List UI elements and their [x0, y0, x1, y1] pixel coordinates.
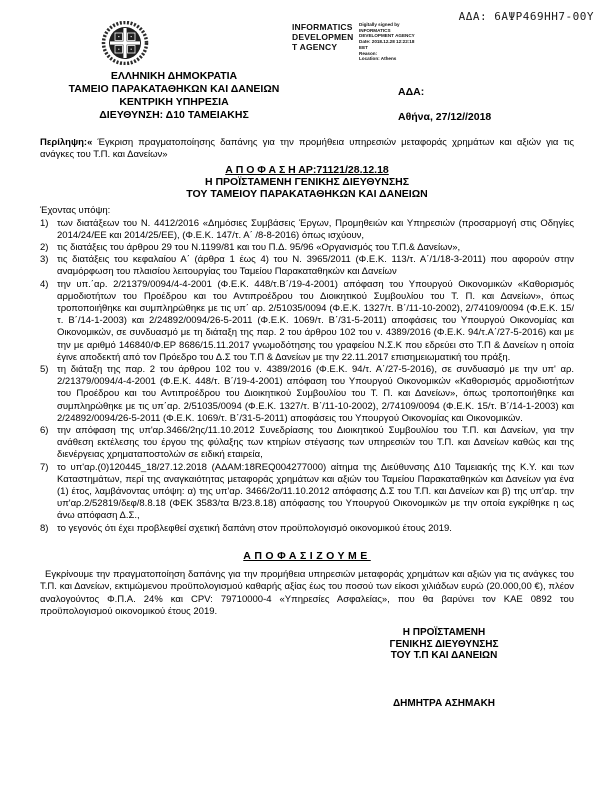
considering-intro: Έχοντας υπόψη: [40, 205, 111, 217]
place-date-line: Αθήνα, 27/12//2018 [398, 111, 492, 123]
summary-paragraph [40, 137, 574, 161]
item-number: 2) [40, 242, 49, 254]
item-number: 1) [40, 217, 49, 229]
item-number: 6) [40, 425, 49, 437]
ada-field-label: ΑΔΑ: [398, 86, 425, 98]
item-text: το γεγονός ότι έχει προβλεφθεί σχετική δαπάνη στον προϋπολογισμό οικονομικού έτους 2019. [57, 522, 452, 534]
org-line-directorate: ΔΙΕΥΘΥΝΣΗ: Δ10 ΤΑΜΕΙΑΚΗΣ [99, 109, 249, 121]
resolution-heading: ΑΠΟΦΑΣΙΖΟΥΜΕ [243, 549, 371, 562]
considering-item-8 [40, 523, 574, 535]
item-number: 4) [40, 278, 49, 290]
considering-item-7 [40, 462, 574, 523]
summary-text: Έγκριση πραγματοποίησης δαπάνης για την προμήθεια υπηρεσιών μεταφοράς χρημάτων και αξιών για τις ανάγκες του Τ.Π. και Δανείων» [40, 137, 574, 161]
signature-title-1: Η ΠΡΟΪΣΤΑΜΕΝΗ [402, 627, 486, 639]
item-text: των διατάξεων του Ν. 4412/2016 «Δημόσιες Συμβάσεις Έργων, Προμηθειών και Υπηρεσιών (προσαρμογή στις Οδηγίες 2014/24/ΕΕ και 2014/25/ΕΕ), (Φ.Ε.Κ. 147/τ. Α΄ /8-8-2016) όπως ισχύουν, [57, 217, 574, 241]
item-text: τις διατάξεις του άρθρου 29 του Ν.1199/81 και του Π.Δ. 95/96 «Οργανισμός του Τ.Π.& Δανείων», [57, 242, 461, 254]
item-text: την υπ.΄αρ. 2/21379/0094/4-4-2001 (Φ.Ε.Κ. 448/τ.Β΄/19-4-2001) απόφαση του Υπουργού Οικονομικών «Καθορισμός αρμοδιοτήτων του Προέδρου και του Αντιπροέδρου του Διοικητικού Συμβουλίου του Τ. Π. και Δανείων», όπως τροποποιήθηκε και συμπληρώθηκε με τις υπ΄ αρ. 2/51035/0094 (Φ.Ε.Κ. 1327/τ. Β΄/11-10-2002), 2/74109/0094 (Φ.Ε.Κ. 15/τ. Β΄/14-1-2003) και 2/24892/0094/26-5-2011 (Φ.Ε.Κ. 1069/τ. Β΄/31-5-2011) αποφάσεις του Υπουργού Οικονομίας και Οικονομικών, σε συνδυασμό με τη διάταξη της παρ. 2 του άρθρου 102 του ν. 4389/2016 (Φ.Ε.Κ. 94/τ.Α΄/27-5-2016) και με την με αριθμό 146840/Φ.ΕΡ 8686/15.11.2017 γνωμοδότησης του γραφείου Ν.Σ.Κ που εδρεύει στο Τ.Π & Δανείων η οποία έγινε αποδεκτή από τον Πρόεδρο του Δ.Σ του Τ.Π & Δανείων με την 22.11.2017 επισημειωματική του πράξη. [57, 278, 574, 363]
item-number: 8) [40, 522, 49, 534]
considering-item-3 [40, 254, 574, 278]
authority-line-2: ΤΟΥ ΤΑΜΕΙΟΥ ΠΑΡΑΚΑΤΑΘΗΚΩΝ ΚΑΙ ΔΑΝΕΙΩΝ [186, 188, 428, 201]
decision-title: Α Π Ο Φ Α Σ Η ΑΡ:71121/28.12.18 [225, 164, 389, 177]
summary-label: Περίληψη:« [40, 137, 93, 148]
org-line-fund: ΤΑΜΕΙΟ ΠΑΡΑΚΑΤΑΘΗΚΩΝ ΚΑΙ ΔΑΝΕΙΩΝ [68, 83, 280, 95]
document-body [40, 137, 574, 710]
item-number: 3) [40, 254, 49, 266]
considering-item-4 [40, 279, 574, 364]
stamp-agency-name: INFORMATICS DEVELOPMEN T AGENCY [292, 22, 354, 53]
considering-item-1 [40, 218, 574, 242]
considering-item-2 [40, 242, 574, 254]
org-line-republic: ΕΛΛΗΝΙΚΗ ΔΗΜΟΚΡΑΤΙΑ [110, 70, 238, 82]
signature-title-3: ΤΟΥ Τ.Π ΚΑΙ ΔΑΝΕΙΩΝ [390, 650, 498, 662]
org-line-central-service: ΚΕΝΤΡΙΚΗ ΥΠΗΡΕΣΙΑ [119, 96, 229, 108]
item-number: 7) [40, 461, 49, 473]
item-text: τη διάταξη της παρ. 2 του άρθρου 102 του ν. 4389/2016 (Φ.Ε.Κ. 94/τ. Α΄/27-5-2016), σε συνδυασμό με την υπ' αρ. 2/21379/0094/4-4-2001 (Φ.Ε.Κ. 448/τ. Β΄/19-4-2001) απόφαση του Υπουργού Οικονομικών «Καθορισμός αρμοδιοτήτων του Προέδρου και του Αντιπροέδρου του Διοικητικού Συμβουλίου του Τ. Π. και Δανείων», όπως τροποποιήθηκε και συμπληρώθηκε με τις υπ΄αρ. 2/51035/0094 (Φ.Ε.Κ. 1327/τ. Β΄/11-10-2002), 2/74109/0094 (Φ.Ε.Κ. 15/τ. Β΄/14-1-2003) και 2/24892/0094/26-5-2011 (Φ.Ε.Κ. 1069/τ. Β΄/31-5-2011) αποφάσεις του Υπουργού Οικονομίας και Οικονομικών. [57, 364, 574, 424]
considering-item-5 [40, 364, 574, 425]
item-number: 5) [40, 364, 49, 376]
item-text: την απόφαση της υπ'αρ.3466/2ης/11.10.2012 Συνεδρίασης του Διοικητικού Συμβουλίου του Τ.Π. και Δανείων, για την ανάθεση εκτέλεσης του έργου της φύλαξης των κτηρίων στέγασης των υπηρεσιών του Τ.Π. και Δανείων καθώς και της διενέργειας χρηματαποστολών σε ειδική εταιρεία, [57, 425, 574, 461]
authority-line-1: Η ΠΡΟΪΣΤΑΜΕΝΗ ΓΕΝΙΚΗΣ ΔΙΕΥΘΥΝΣΗΣ [204, 176, 410, 189]
issuing-authority-block [28, 70, 320, 122]
greek-coat-of-arms-icon [101, 21, 149, 65]
digital-signature-stamp [292, 22, 445, 62]
signature-block [344, 627, 544, 662]
considering-item-6 [40, 425, 574, 462]
stamp-signature-details: Digitally signed by INFORMATICS DEVELOPMENT AGENCY Date: 2018.12.28 12:22:18 EET Reason: Location: Athens [359, 22, 415, 62]
resolution-body: Εγκρίνουμε την πραγματοποίηση δαπάνης για την προμήθεια υπηρεσιών μεταφοράς χρημάτων και αξιών για τις ανάγκες του Τ.Π. και Δανείων, εκτιμώμενου προϋπολογισμού καθαρής αξίας έως του ποσού των είκοσι χιλιάδων ευρώ (20.000,00 €), πλέον αναλογούντος Φ.Π.Α. 24% και CPV: 79710000-4 «Υπηρεσίες Ασφαλείας», που θα βαρύνει τον ΚΑΕ 0892 του προϋπολογισμού οικονομικού έτους 2019. [40, 569, 574, 617]
ada-code: ΑΔΑ: 6ΑΨΡ469ΗΗ7-00Υ [458, 10, 594, 23]
signature-title-2: ΓΕΝΙΚΗΣ ΔΙΕΥΘΥΝΣΗΣ [389, 638, 499, 650]
item-text: το υπ'αρ.(0)120445_18/27.12.2018 (ΑΔΑΜ:18REQ004277000) αίτημα της Διεύθυνσης Δ10 Ταμειακής της Κ.Υ. και των Καταστημάτων, περί της αναγκαιότητας μεταφοράς χρημάτων και αξιών του Ταμείου Παρακαταθηκών και Δανείων για ένα (1) έτος, λαμβάνοντας υπόψη: α) της υπ'αρ. 3466/2ο/11.10.2012 απόφασης Δ.Σ του Τ.Π. και Δανείων και β) της υπ'αρ. την υπ'αρ.2/52819/δεφ/8.8.18 (ΦΕΚ 3583/τα Β/23.8.18) απόφασης του Υπουργού Οικονομικών με την οποία εγκρίθηκε η ως άνω απόφαση Δ.Σ., [57, 461, 574, 522]
item-text: τις διατάξεις του κεφαλαίου Α΄ (άρθρα 1 έως 4) του Ν. 3965/2011 (Φ.Ε.Κ. 113/τ. Α΄/1/18-3-2011) που αφορούν στην αναμόρφωση του πλαισίου λειτουργίας του Ταμείου Παρακαταθηκών και Δανείων [57, 254, 574, 278]
signer-name: ΔΗΜΗΤΡΑ ΑΣΗΜΑΚΗ [392, 697, 496, 709]
